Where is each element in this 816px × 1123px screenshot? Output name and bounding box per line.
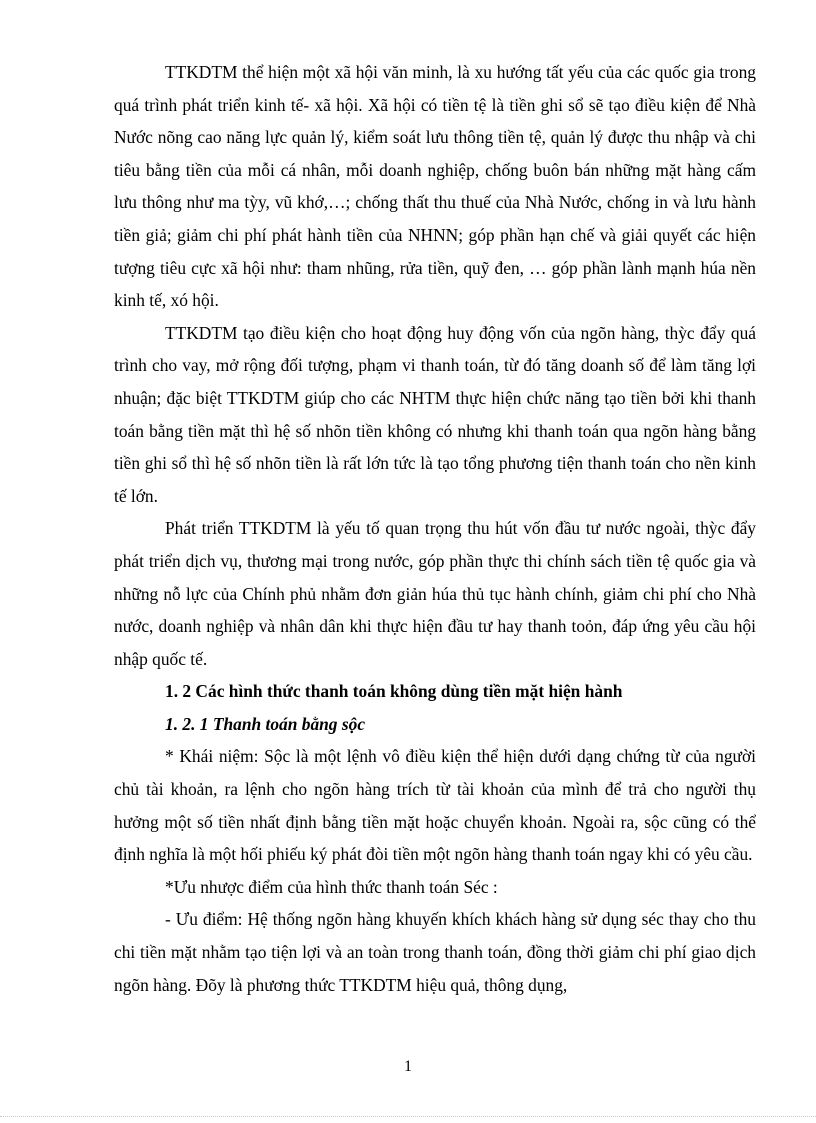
- section-heading: 1. 2 Các hình thức thanh toán không dùng tiền mặt hiện hành: [165, 681, 623, 702]
- paragraph-definition: * Khái niệm: Sộc là một lệnh vô điều kiện thể hiện dưới dạng chứng từ của người chủ tài khoản, ra lệnh cho ngõn hàng trích từ tài khoản của mình để trả cho người thụ hưởng một số tiền nhất định bằng tiền mặt hoặc chuyển khoản. Ngoài ra, sộc cũng có thể định nghĩa là một hối phiếu ký phát đòi tiền một ngõn hàng thanh toán ngay khi có yêu cầu.: [114, 746, 756, 865]
- page-content: [114, 56, 756, 1001]
- paragraph-1: TTKDTM thể hiện một xã hội văn minh, là xu hướng tất yếu của các quốc gia trong quá trình phát triển kinh tế- xã hội. Xã hội có tiền tệ là tiền ghi sổ sẽ tạo điều kiện để Nhà Nước nõng cao năng lực quản lý, kiểm soát lưu thông tiền tệ, quản lý được thu nhập và chi tiêu bằng tiền của mỗi cá nhân, mỗi doanh nghiệp, chống buôn bán những mặt hàng cấm lưu thông như ma tỳy, vũ khớ,…; chống thất thu thuế của Nhà Nước, chống in và lưu hành tiền giả; giảm chi phí phát hành tiền của NHNN; góp phần hạn chế và giải quyết các hiện tượng tiêu cực xã hội như: tham nhũng, rửa tiền, quỹ đen, … góp phần lành mạnh húa nền kinh tế, xó hội.: [114, 62, 756, 311]
- paragraph-pros-cons-title: *Ưu nhược điểm của hình thức thanh toán Séc :: [165, 876, 498, 897]
- subsection-heading: 1. 2. 1 Thanh toán bằng sộc: [165, 713, 366, 734]
- paragraph-3: Phát triển TTKDTM là yếu tố quan trọng thu hút vốn đầu tư nước ngoài, thỳc đẩy phát triển dịch vụ, thương mại trong nước, góp phần thực thi chính sách tiền tệ quốc gia và những nỗ lực của Chính phủ nhằm đơn giản húa thủ tục hành chính, giảm chi phí cho Nhà nước, doanh nghiệp và nhân dân khi thực hiện đầu tư hay thanh toỏn, đáp ứng yêu cầu hội nhập quốc tế.: [114, 518, 756, 669]
- paragraph-advantages: - Ưu điểm: Hệ thống ngõn hàng khuyến khích khách hàng sử dụng séc thay cho thu chi tiền mặt nhằm tạo tiện lợi và an toàn trong thanh toán, đồng thời giảm chi phí giao dịch ngõn hàng. Đõy là phương thức TTKDTM hiệu quả, thông dụng,: [114, 909, 756, 995]
- paragraph-2: TTKDTM tạo điều kiện cho hoạt động huy động vốn của ngõn hàng, thỳc đẩy quá trình cho vay, mở rộng đối tượng, phạm vi thanh toán, từ đó tăng doanh số để làm tăng lợi nhuận; đặc biệt TTKDTM giúp cho các NHTM thực hiện chức năng tạo tiền bởi khi thanh toán bằng tiền mặt thì hệ số nhõn tiền không có nhưng khi thanh toán qua ngõn hàng bằng tiền ghi sổ thì hệ số nhõn tiền là rất lớn tức là tạo tổng phương tiện thanh toán cho nền kinh tế lớn.: [114, 322, 756, 506]
- page-bottom-divider: [0, 1116, 816, 1117]
- page-number: 1: [404, 1058, 412, 1075]
